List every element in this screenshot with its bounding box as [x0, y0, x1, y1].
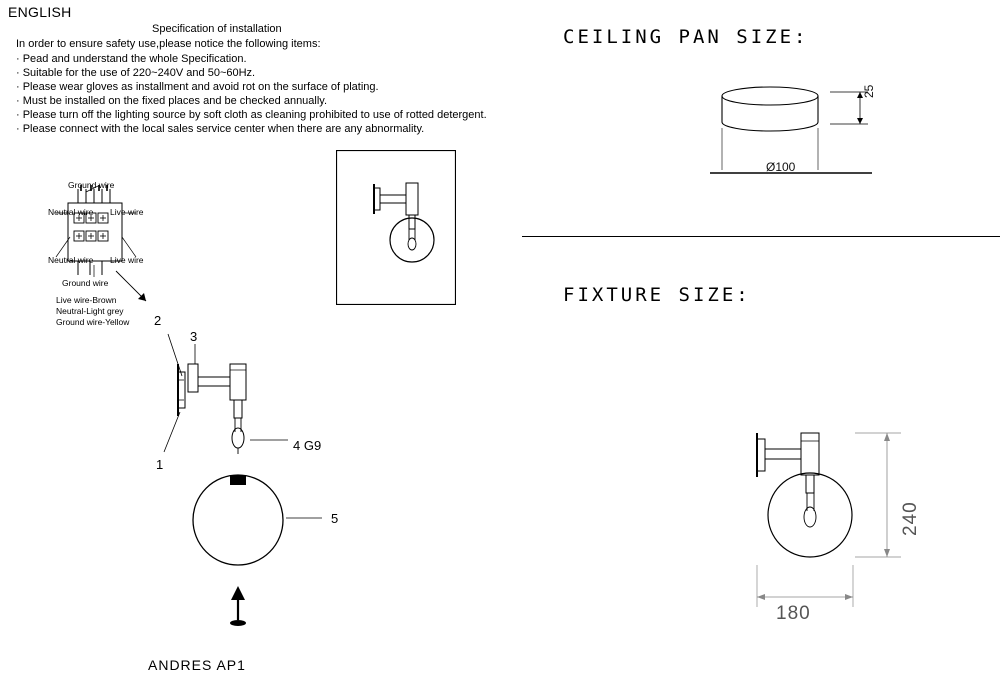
list-item: · Pead and understand the whole Specification.: [16, 53, 247, 65]
fixture-size-heading: FIXTURE SIZE:: [563, 284, 751, 306]
legend-item: Neutral-Light grey: [56, 306, 124, 316]
list-item: · Please turn off the lighting source by soft cloth as cleaning prohibited to use of rotted detergent.: [16, 109, 487, 121]
specification-title: Specification of installation: [152, 23, 282, 35]
callout-2: 2: [154, 313, 162, 328]
wire-color-legend: [56, 295, 129, 328]
ceiling-pan-diameter: Ø100: [766, 160, 796, 174]
list-item: · Please wear gloves as installment and avoid rot on the surface of plating.: [16, 81, 379, 93]
callout-5: 5: [331, 511, 339, 526]
wiring-label-neutral-top: Neutral wire: [48, 207, 94, 217]
wiring-label-live-bottom: Live wire: [110, 255, 144, 265]
list-item: · Must be installed on the fixed places and be checked annually.: [16, 95, 328, 107]
wiring-label-ground-top: Ground wire: [68, 180, 115, 190]
fixture-height-dimension: 240: [900, 501, 921, 536]
wiring-label-live-top: Live wire: [110, 207, 144, 217]
ceiling-pan-height: 25: [862, 84, 876, 98]
language-label: ENGLISH: [8, 4, 72, 20]
section-divider: [522, 236, 1000, 237]
specification-intro: In order to ensure safety use,please notice the following items:: [16, 38, 321, 50]
list-item: · Suitable for the use of 220~240V and 50~60Hz.: [16, 67, 256, 79]
wiring-label-neutral-bottom: Neutral wire: [48, 255, 94, 265]
legend-item: Ground wire-Yellow: [56, 317, 130, 327]
callout-3: 3: [190, 329, 198, 344]
callout-4-g9: 4 G9: [293, 438, 322, 453]
legend-item: Live wire-Brown: [56, 295, 117, 305]
fixture-width-dimension: 180: [776, 603, 811, 624]
wall-mount-illustration: [336, 150, 456, 305]
model-name: ANDRES AP1: [148, 657, 246, 673]
callout-1: 1: [156, 457, 164, 472]
list-item: · Please connect with the local sales service center when there are any abnormality.: [16, 123, 425, 135]
wiring-label-ground-bottom: Ground wire: [62, 278, 109, 288]
ceiling-pan-heading: CEILING PAN SIZE:: [563, 26, 809, 48]
specification-list: [16, 52, 536, 136]
exploded-parts-diagram: [150, 320, 360, 640]
